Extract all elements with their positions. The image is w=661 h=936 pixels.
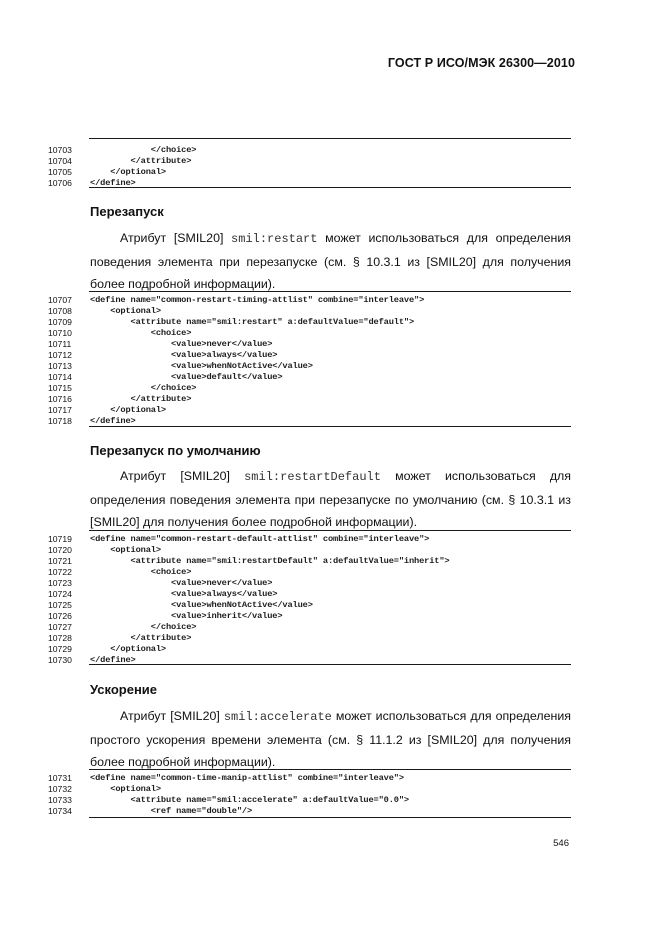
line-number: 10721 [48, 556, 72, 566]
line-number: 10720 [48, 545, 72, 555]
top-rule [89, 291, 571, 292]
code-line [0, 350, 661, 361]
line-number: 10708 [48, 306, 72, 316]
code-line [0, 795, 661, 806]
paragraph-accelerate: Атрибут [SMIL20] smil:accelerate может использоваться для определения простого ускорения времени элемента (см. § 11.1.2 из [SMIL20] для получения более подробной информации). [90, 709, 571, 769]
code-line [0, 578, 661, 589]
code-text: </optional> [90, 405, 166, 415]
code-text: </optional> [90, 644, 166, 654]
line-number: 10726 [48, 611, 72, 621]
section-title-accelerate: Ускорение [90, 682, 158, 697]
top-rule [89, 530, 571, 531]
code-text: </choice> [90, 622, 197, 632]
code-text: <ref name="double"/> [90, 806, 253, 816]
line-number: 10713 [48, 361, 72, 371]
code-line [0, 328, 661, 339]
line-number: 10709 [48, 317, 72, 327]
line-number: 10719 [48, 534, 72, 544]
line-number: 10707 [48, 295, 72, 305]
line-number: 10732 [48, 784, 72, 794]
code-line [0, 589, 661, 600]
line-number: 10716 [48, 394, 72, 404]
line-number: 10715 [48, 383, 72, 393]
line-number: 10706 [48, 178, 72, 188]
line-number: 10712 [48, 350, 72, 360]
code-text: </attribute> [90, 394, 192, 404]
code-text: </define> [90, 655, 136, 665]
code-text: <define name="common-time-manip-attlist" combine="interleave"> [90, 773, 404, 783]
line-number: 10724 [48, 589, 72, 599]
code-text: <value>always</value> [90, 589, 278, 599]
code-line [0, 545, 661, 556]
code-line [0, 416, 661, 427]
code-line [0, 655, 661, 666]
code-text: <attribute name="smil:restart" a:defaultValue="default"> [90, 317, 415, 327]
code-line [0, 372, 661, 383]
code-line [0, 556, 661, 567]
line-number: 10711 [48, 339, 72, 349]
code-text: <define name="common-restart-default-attlist" combine="interleave"> [90, 534, 430, 544]
code-line [0, 773, 661, 784]
code-line [0, 405, 661, 416]
paragraph-restart-default: Атрибут [SMIL20] smil:restartDefault может использоваться для определения поведения элемента при перезапуске по умолчанию (см. § 10.3.1 из [SMIL20] для получения более подробной информации). [90, 469, 571, 529]
paragraph-restart: Атрибут [SMIL20] smil:restart может использоваться для определения поведения элемента при перезапуске (см. § 10.3.1 из [SMIL20] для получения более подробной информации). [90, 231, 571, 291]
code-line [0, 156, 661, 167]
code-line [0, 622, 661, 633]
code-text: <choice> [90, 567, 192, 577]
code-line [0, 806, 661, 817]
code-text: </choice> [90, 383, 197, 393]
code-text: <value>whenNotActive</value> [90, 600, 313, 610]
code-line [0, 383, 661, 394]
code-text: <attribute name="smil:restartDefault" a:defaultValue="inherit"> [90, 556, 450, 566]
code-line [0, 534, 661, 545]
line-number: 10718 [48, 416, 72, 426]
code-text: <value>always</value> [90, 350, 278, 360]
line-number: 10717 [48, 405, 72, 415]
code-line [0, 611, 661, 622]
code-line [0, 567, 661, 578]
line-number: 10722 [48, 567, 72, 577]
code-line [0, 167, 661, 178]
top-rule [89, 138, 571, 139]
line-number: 10705 [48, 167, 72, 177]
line-number: 10704 [48, 156, 72, 166]
code-line [0, 394, 661, 405]
code-line [0, 361, 661, 372]
code-text: <optional> [90, 306, 161, 316]
line-number: 10703 [48, 145, 72, 155]
code-line [0, 600, 661, 611]
code-line [0, 178, 661, 189]
bottom-rule [89, 817, 571, 818]
inline-code: smil:restart [231, 232, 318, 246]
code-text: <optional> [90, 784, 161, 794]
code-text: </optional> [90, 167, 166, 177]
line-number: 10727 [48, 622, 72, 632]
code-text: <value>whenNotActive</value> [90, 361, 313, 371]
code-line [0, 145, 661, 156]
code-text: </choice> [90, 145, 197, 155]
code-line [0, 317, 661, 328]
document-header: ГОСТ Р ИСО/МЭК 26300—2010 [387, 56, 575, 70]
line-number: 10723 [48, 578, 72, 588]
code-text: </attribute> [90, 156, 192, 166]
code-line [0, 644, 661, 655]
line-number: 10725 [48, 600, 72, 610]
code-text: <choice> [90, 328, 192, 338]
line-number: 10734 [48, 806, 72, 816]
line-number: 10729 [48, 644, 72, 654]
line-number: 10733 [48, 795, 72, 805]
code-line [0, 306, 661, 317]
line-number: 10728 [48, 633, 72, 643]
code-line [0, 295, 661, 306]
section-title-restart-default: Перезапуск по умолчанию [90, 443, 261, 458]
code-text: </define> [90, 416, 136, 426]
code-text: <optional> [90, 545, 161, 555]
code-text: <define name="common-restart-timing-attlist" combine="interleave"> [90, 295, 425, 305]
line-number: 10710 [48, 328, 72, 338]
code-text: </define> [90, 178, 136, 188]
code-text: <attribute name="smil:accelerate" a:defaultValue="0.0"> [90, 795, 409, 805]
code-line [0, 633, 661, 644]
line-number: 10731 [48, 773, 72, 783]
code-text: <value>default</value> [90, 372, 283, 382]
line-number: 10714 [48, 372, 72, 382]
code-line [0, 784, 661, 795]
section-title-restart: Перезапуск [90, 204, 164, 219]
inline-code: smil:accelerate [223, 710, 332, 724]
code-line [0, 339, 661, 350]
line-number: 10730 [48, 655, 72, 665]
inline-code: smil:restartDefault [244, 470, 381, 484]
code-text: <value>never</value> [90, 578, 273, 588]
code-text: </attribute> [90, 633, 192, 643]
code-text: <value>never</value> [90, 339, 273, 349]
code-text: <value>inherit</value> [90, 611, 283, 621]
top-rule [89, 769, 571, 770]
page-number: 546 [553, 838, 569, 849]
